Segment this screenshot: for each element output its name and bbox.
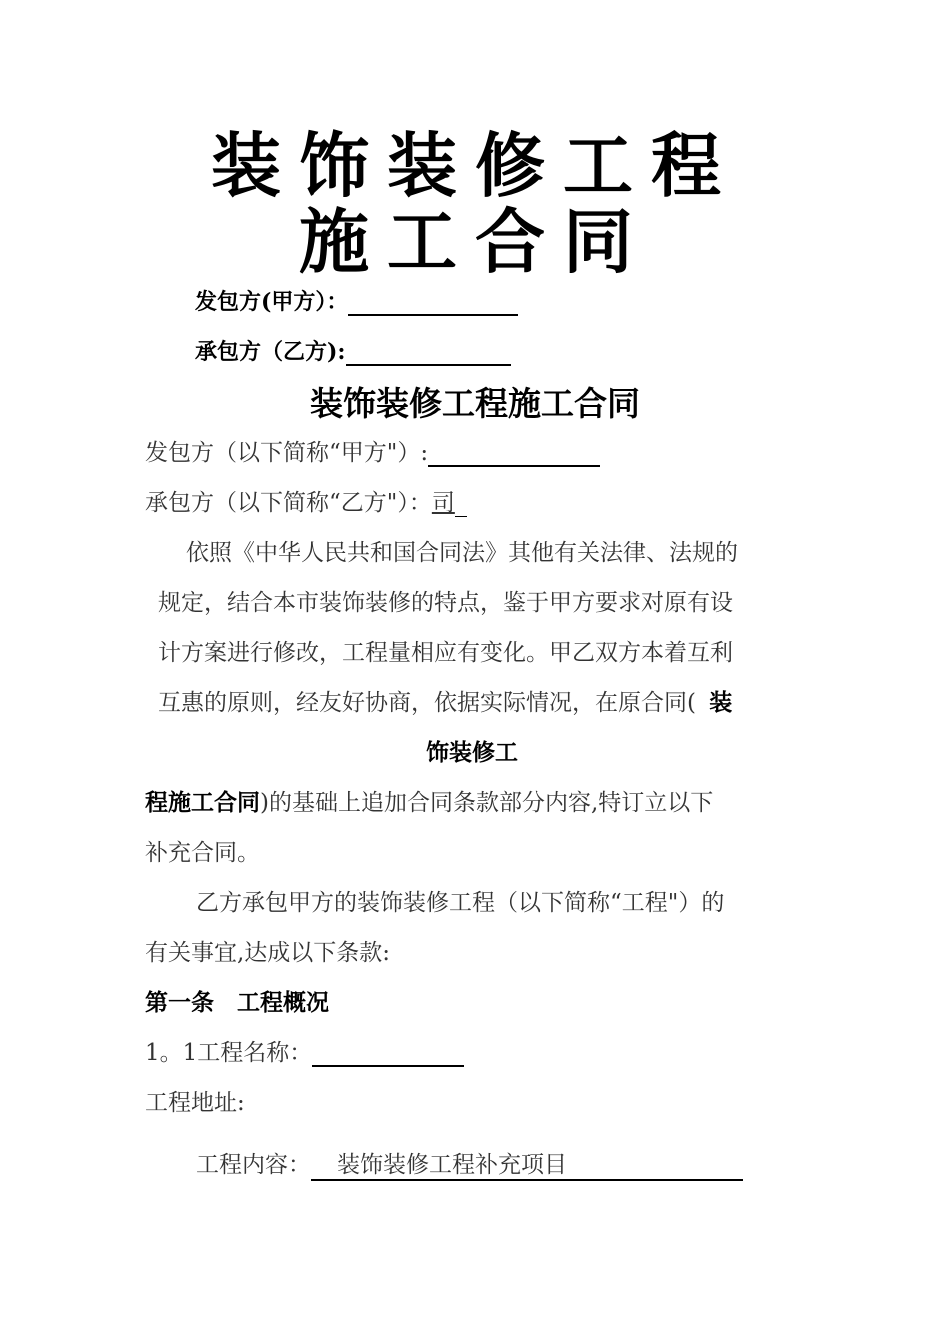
party-a-full-blank[interactable] bbox=[428, 443, 600, 467]
para1-line6-text: )的基础上追加合同条款部分内容,特订立以下 bbox=[260, 790, 714, 816]
para1-line1: 依照《中华人民共和国合同法》其他有关法律、法规的 bbox=[186, 540, 738, 566]
party-b-row bbox=[195, 335, 511, 366]
para1-line4-text: 互惠的原则，经友好协商，依据实际情况，在原合同( bbox=[158, 690, 696, 716]
para1-line3: 计方案进行修改，工程量相应有变化。甲乙双方本着互利 bbox=[158, 640, 733, 666]
para1-line4 bbox=[158, 684, 732, 717]
party-a-full-label: 发包方（以下简称“甲方"）: bbox=[145, 440, 429, 466]
document-title-line-2: 施工合同 bbox=[299, 201, 651, 283]
para1-line4-bold: 装 bbox=[709, 689, 733, 716]
party-b-full-label: 承包方（以下简称“乙方"）： bbox=[145, 490, 432, 516]
project-content-label: 工程内容： bbox=[196, 1152, 311, 1178]
party-a-label: 发包方(甲方）： bbox=[195, 289, 349, 315]
document-title-line-1: 装饰装修工程 bbox=[211, 125, 739, 207]
para1-line2: 规定，结合本市装饰装修的特点，鉴于甲方要求对原有设 bbox=[158, 590, 733, 616]
project-name-row bbox=[145, 1034, 464, 1067]
contract-subtitle: 装饰装修工程施工合同 bbox=[310, 384, 640, 423]
party-a-full-row bbox=[145, 434, 600, 467]
party-b-blank[interactable] bbox=[346, 342, 511, 366]
party-b-full-blank[interactable] bbox=[455, 496, 467, 517]
party-b-full-value: 司 bbox=[431, 490, 455, 516]
article-1-heading: 第一条 工程概况 bbox=[145, 989, 329, 1016]
project-name-blank[interactable] bbox=[312, 1043, 464, 1067]
para1-line5-bold: 饰装修工 bbox=[426, 739, 518, 766]
para1-line6 bbox=[145, 784, 713, 817]
para2-line2: 有关事宜,达成以下条款: bbox=[145, 940, 391, 966]
party-b-label: 承包方（乙方): bbox=[195, 339, 346, 365]
para1-line6-bold: 程施工合同 bbox=[145, 789, 260, 816]
project-address-label: 工程地址: bbox=[145, 1090, 245, 1116]
para2-line1: 乙方承包甲方的装饰装修工程（以下简称“工程"）的 bbox=[196, 890, 725, 916]
party-a-row bbox=[195, 285, 518, 316]
party-b-full-row bbox=[145, 484, 467, 517]
party-a-blank[interactable] bbox=[348, 292, 518, 316]
para1-line7: 补充合同。 bbox=[145, 840, 260, 866]
project-content-row bbox=[196, 1146, 743, 1181]
project-name-label: 1。1工程名称： bbox=[145, 1040, 313, 1066]
project-content-value[interactable]: 装饰装修工程补充项目 bbox=[311, 1146, 743, 1181]
